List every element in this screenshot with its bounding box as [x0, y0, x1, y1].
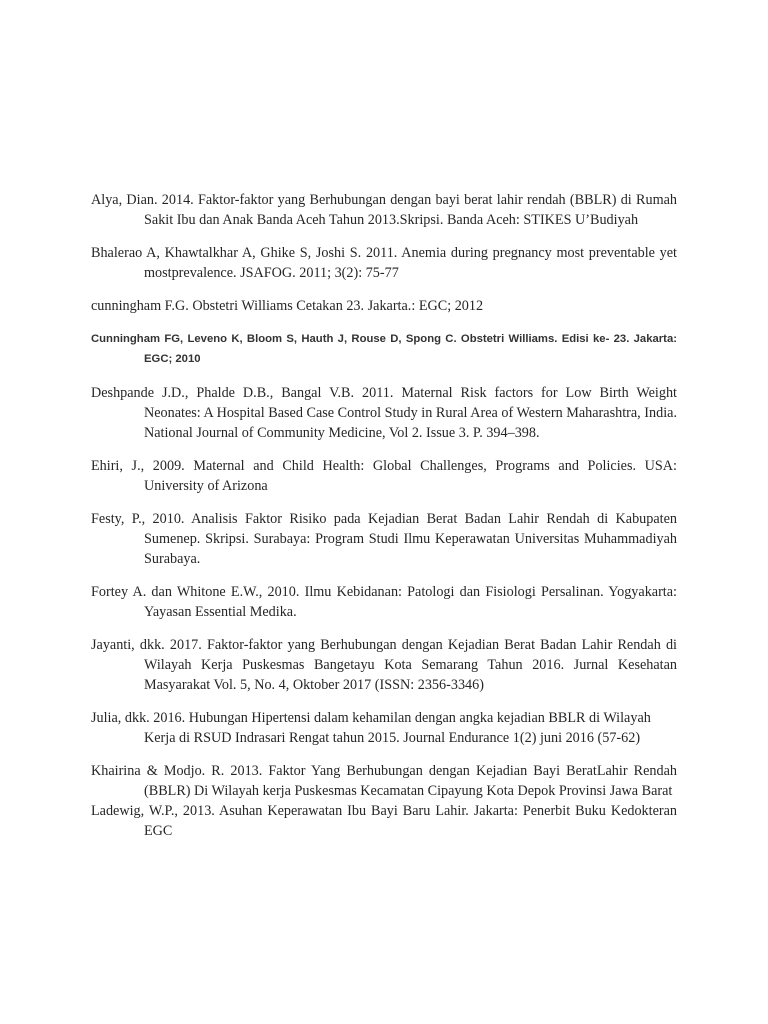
reference-entry-ehiri: Ehiri, J., 2009. Maternal and Child Health: Global Challenges, Programs and Policies. USA: University of Arizona: [91, 458, 677, 494]
reference-entry-bhalerao: Bhalerao A, Khawtalkhar A, Ghike S, Joshi S. 2011. Anemia during pregnancy most preventable yet mostprevalence. JSAFOG. 2011; 3(2): 75-77: [91, 245, 677, 281]
reference-entry-festy: Festy, P., 2010. Analisis Faktor Risiko pada Kejadian Berat Badan Lahir Rendah di Kabupaten Sumenep. Skripsi. Surabaya: Program Studi Ilmu Keperawatan Universitas Muhammadiyah Surabaya.: [91, 511, 677, 567]
reference-entry-deshpande: Deshpande J.D., Phalde D.B., Bangal V.B. 2011. Maternal Risk factors for Low Birth Weight Neonates: A Hospital Based Case Control Study in Rural Area of Western Maharashtra, India. National Journal of Community Medicine, Vol 2. Issue 3. P. 394–398.: [91, 385, 677, 441]
reference-entry-jayanti: Jayanti, dkk. 2017. Faktor-faktor yang Berhubungan dengan Kejadian Berat Badan Lahir Rendah di Wilayah Kerja Puskesmas Bangetayu Kota Semarang Tahun 2016. Jurnal Kesehatan Masyarakat Vol. 5, No. 4, Oktober 2017 (ISSN: 2356-3346): [91, 637, 677, 693]
reference-list: [91, 190, 677, 854]
reference-entry-fortey: Fortey A. dan Whitone E.W., 2010. Ilmu Kebidanan: Patologi dan Fisiologi Persalinan. Yogyakarta: Yayasan Essential Medika.: [91, 584, 677, 620]
reference-entry-cunningham-2010: Cunningham FG, Leveno K, Bloom S, Hauth J, Rouse D, Spong C. Obstetri Williams. Edisi ke- 23. Jakarta: EGC; 2010: [91, 333, 677, 365]
reference-entry-julia: Julia, dkk. 2016. Hubungan Hipertensi dalam kehamilan dengan angka kejadian BBLR di Wilayah Kerja di RSUD Indrasari Rengat tahun 2015. Journal Endurance 1(2) juni 2016 (57-62): [91, 710, 651, 746]
reference-entry-khairina: Khairina & Modjo. R. 2013. Faktor Yang Berhubungan dengan Kejadian Bayi BeratLahir Rendah (BBLR) Di Wilayah kerja Puskesmas Kecamatan Cipayung Kota Depok Provinsi Jawa Barat: [91, 763, 677, 799]
reference-entry-alya: Alya, Dian. 2014. Faktor-faktor yang Berhubungan dengan bayi berat lahir rendah (BBLR) di Rumah Sakit Ibu dan Anak Banda Aceh Tahun 2013.Skripsi. Banda Aceh: STIKES U’Budiyah: [91, 192, 677, 228]
reference-entry-cunningham-2012: cunningham F.G. Obstetri Williams Cetakan 23. Jakarta.: EGC; 2012: [91, 298, 484, 314]
reference-entry-ladewig: Ladewig, W.P., 2013. Asuhan Keperawatan Ibu Bayi Baru Lahir. Jakarta: Penerbit Buku Kedokteran EGC: [91, 803, 677, 839]
